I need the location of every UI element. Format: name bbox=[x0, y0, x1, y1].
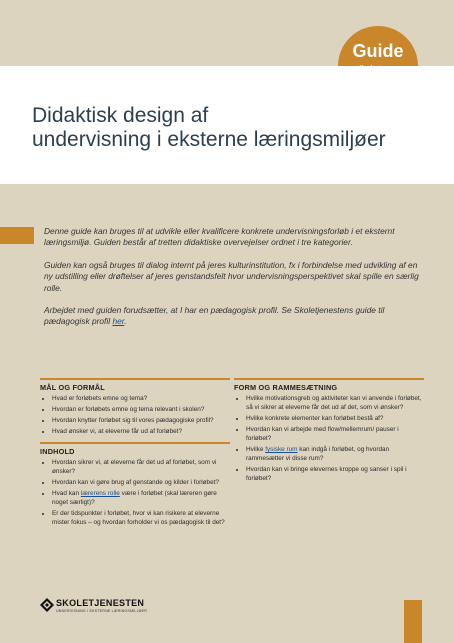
list-item: • Er der tidspunkter i forløbet, hvor vi kan risikere at eleverne mister fokus – og hvordan forholder vi os pædagogisk til det? bbox=[52, 509, 230, 527]
maal-list bbox=[40, 394, 230, 436]
physical-rooms-link[interactable]: fysiske rum bbox=[265, 446, 298, 453]
section-title-form: FORM OG RAMMESÆTNING bbox=[234, 383, 338, 392]
indhold-list bbox=[40, 458, 230, 527]
list-item-text: Hvad kan bbox=[52, 490, 81, 497]
list-item: • Hvordan kan vi gøre brug af genstande og kilder i forløbet? bbox=[52, 478, 230, 487]
section-divider bbox=[40, 378, 230, 380]
list-item: • Hvordan knytter forløbet sig til vores pædagogiske profil? bbox=[52, 416, 230, 425]
considerations-lists bbox=[32, 378, 432, 578]
list-item: • Hvordan kan vi arbejde med flow/mellemrum/ pauser i forløbet? bbox=[246, 425, 424, 443]
section-title-indhold: INDHOLD bbox=[40, 447, 75, 456]
page-title bbox=[32, 104, 442, 152]
list-item: • Hvad er forløbets emne og tema? bbox=[52, 394, 230, 403]
teacher-role-link[interactable]: lærerens rolle bbox=[80, 490, 120, 497]
list-item: • Hvilke konkrete elementer kan forløbet bestå af? bbox=[246, 414, 424, 423]
page-title-line1: Didaktisk design af bbox=[32, 104, 209, 127]
section-title-maal: MÅL OG FORMÅL bbox=[40, 383, 105, 392]
section-divider bbox=[40, 442, 230, 444]
list-item: • Hvordan sikrer vi, at eleverne får det ud af forløbet, som vi ønsker? bbox=[52, 458, 230, 476]
intro-paragraph-1: Denne guide kan bruges til at udvikle eller kvalificere konkrete undervisningsforløb i et eksternt læringsmiljø. Guiden består af tretten didaktiske overvejelser ordnet i tre kategorier. bbox=[44, 226, 395, 248]
intro-paragraph-2: Guiden kan også bruges til dialog internt på jeres kulturinstitution, fx i forbindelse med udvikling af en ny udstilling eller drøftelser af jeres genstandsfelt hvor undervisningsperspektivet skal spille en særlig rolle. bbox=[44, 259, 419, 293]
pedagogical-profile-link[interactable]: her bbox=[112, 316, 125, 327]
list-item: • Hvilke motivationsgreb og aktiviteter kan vi anvende i forløbet, så vi sikrer at eleverne får det ud af det, som vi ønsker? bbox=[246, 394, 424, 412]
form-list bbox=[234, 394, 424, 483]
logo-mark-icon bbox=[40, 598, 54, 612]
list-item-text-end: være i forløbet (skal læreren gøre noget særligt)? bbox=[52, 490, 217, 506]
accent-tab-bottom bbox=[404, 600, 422, 643]
skoletjenesten-logo bbox=[40, 596, 180, 616]
accent-tab-left bbox=[0, 227, 34, 244]
list-item: • Hvordan kan vi bringe elevernes kroppe og sanser i spil i forløbet? bbox=[246, 465, 424, 483]
list-item: • Hvad ønsker vi, at eleverne får ud af forløbet? bbox=[52, 427, 230, 436]
left-column bbox=[40, 378, 230, 533]
intro-paragraph-3 bbox=[44, 305, 428, 328]
right-column bbox=[234, 378, 424, 489]
list-item bbox=[52, 489, 230, 507]
badge-title: Guide bbox=[352, 41, 404, 61]
logo-tagline: UNDERVISNING I EKSTERNE LÆRINGSMILJØER bbox=[56, 609, 148, 613]
section-divider bbox=[234, 378, 424, 380]
intro-text bbox=[44, 226, 428, 339]
list-item: • Hvordan er forløbets emne og tema relevant i skolen? bbox=[52, 405, 230, 414]
list-item bbox=[246, 445, 424, 463]
list-item-text: Hvilke bbox=[246, 446, 266, 453]
list-item-text-end: kan indgå i forløbet, og hvordan rammesætter vi disse rum? bbox=[246, 446, 390, 462]
page-title-line2: undervisning i eksterne læringsmiljøer bbox=[32, 128, 386, 151]
intro-paragraph-3-text: Arbejdet med guiden forudsætter, at I har en pædagogisk profil. Se Skoletjenestens guide til pædagogisk profil bbox=[44, 305, 385, 327]
intro-paragraph-3-end: . bbox=[124, 316, 127, 327]
logo-name: SKOLETJENESTEN bbox=[56, 598, 145, 608]
